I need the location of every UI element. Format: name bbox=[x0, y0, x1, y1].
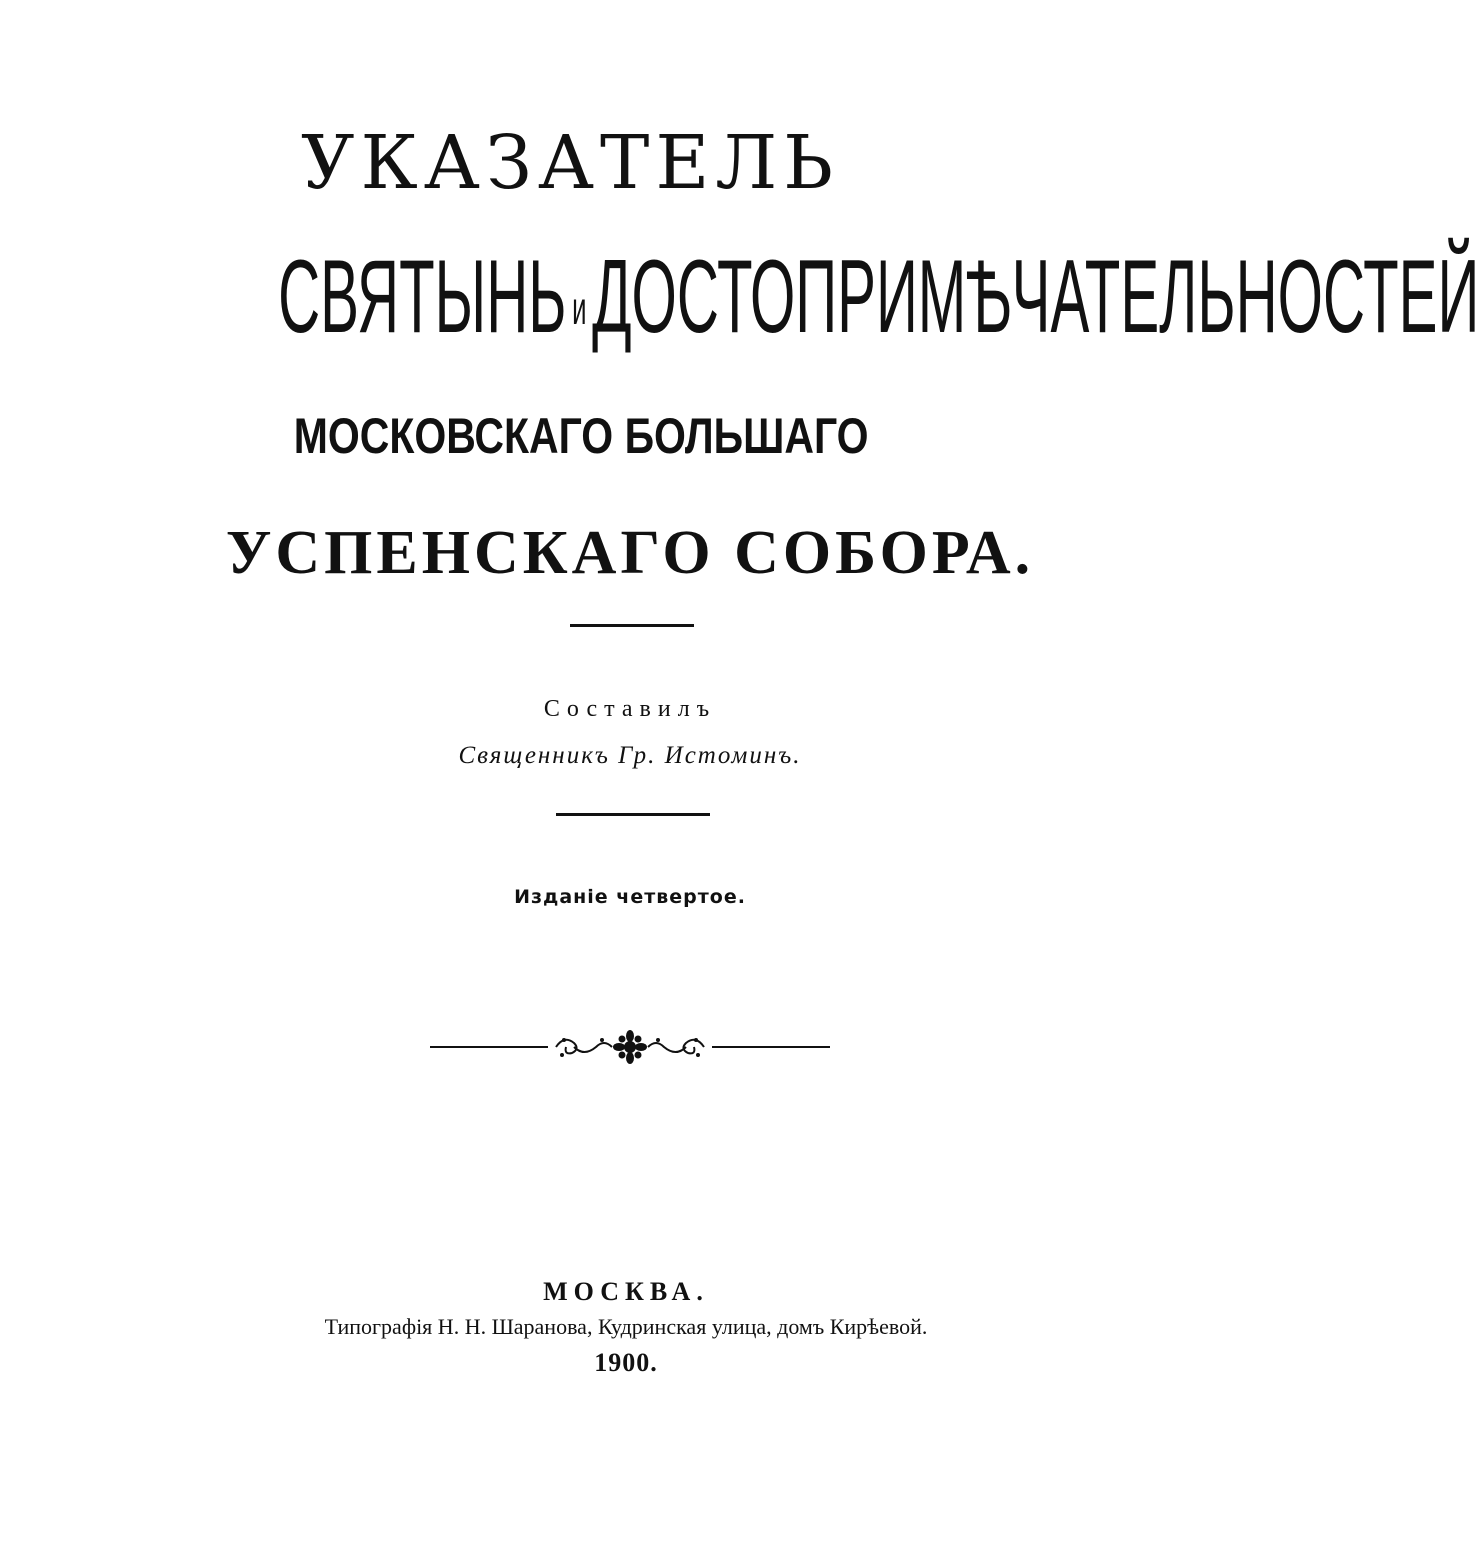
divider-rule-middle bbox=[556, 813, 710, 816]
edition-label: Изданіе четвертое. bbox=[514, 886, 746, 908]
imprint-city: МОСКВА. bbox=[543, 1277, 709, 1306]
title-conjunction: и bbox=[572, 282, 587, 334]
title-line-1: УКАЗАТЕЛЬ bbox=[301, 120, 839, 206]
imprint-year: 1900. bbox=[594, 1348, 658, 1377]
imprint-printer: Типографія Н. Н. Шаранова, Кудринская улица, домъ Кирѣевой. bbox=[324, 1314, 928, 1339]
title-line-2 bbox=[278, 239, 1479, 363]
author-name: Священникъ Гр. Истоминъ. bbox=[458, 742, 802, 769]
title-word-dostoprimechatelnostey: ДОСТОПРИМѢЧАТЕЛЬНОСТЕЙ bbox=[592, 239, 1479, 355]
floral-fleuron-icon bbox=[430, 1030, 830, 1064]
title-line-3: МОСКОВСКАГО БОЛЬШАГО bbox=[293, 408, 869, 464]
title-line-4: УСПЕНСКАГО СОБОРА. bbox=[225, 519, 1035, 587]
compiled-by-label: Составилъ bbox=[543, 696, 717, 722]
divider-rule-top bbox=[570, 624, 694, 627]
title-word-svyatyn: СВЯТЫНЬ bbox=[278, 239, 567, 355]
